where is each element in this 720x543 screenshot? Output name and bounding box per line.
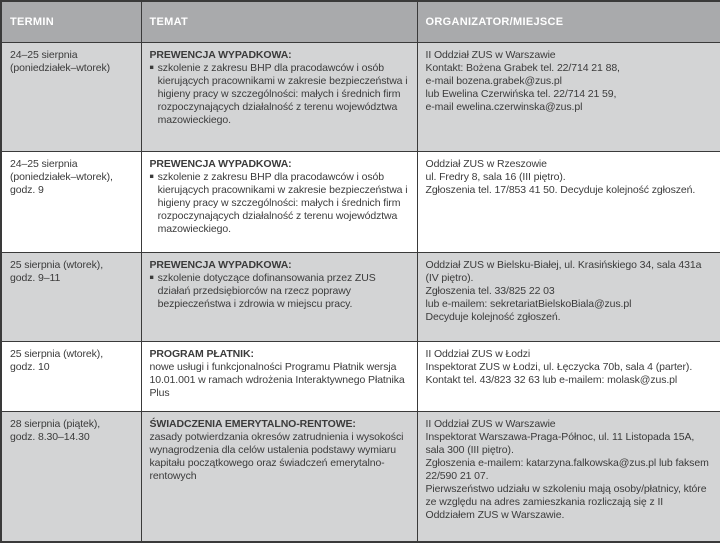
temat-cell [141, 151, 417, 253]
organizator-line: Kontakt tel. 43/823 32 63 lub e-mailem: molask@zus.pl [425, 374, 678, 387]
header-termin: TERMIN [1, 1, 141, 43]
organizator-line: Zgłoszenia e-mailem: katarzyna.falkowska@zus.pl lub faksem 22/590 21 07. [425, 456, 709, 482]
termin-cell [1, 151, 141, 253]
temat-text: szkolenie dotyczące dofinansowania przez ZUS działań przedsiębiorców na rzecz poprawy bezpieczeństwa i zdrowia w miejscu pracy. [157, 272, 376, 311]
bullet-square-icon: ■ [149, 274, 154, 282]
table-header [1, 1, 720, 43]
organizator-line: Zgłoszenia tel. 33/825 22 03 [425, 285, 555, 298]
temat-title: ŚWIADCZENIA EMERYTALNO-RENTOWE: [149, 417, 356, 430]
termin-line: godz. 10 [10, 361, 50, 374]
organizator-line: ul. Fredry 8, sala 16 (III piętro). [425, 170, 566, 183]
bullet-square-icon: ■ [149, 64, 154, 72]
termin-line: (poniedziałek–wtorek) [10, 62, 111, 74]
organizator-line: Oddział ZUS w Rzeszowie [425, 157, 547, 170]
organizator-line: II Oddział ZUS w Łodzi [425, 348, 531, 361]
termin-cell [1, 342, 141, 411]
termin-line: (poniedziałek–wtorek), [10, 170, 113, 183]
organizator-cell [417, 151, 720, 253]
table-row [1, 43, 720, 152]
temat-cell [141, 43, 417, 152]
organizator-line: lub Ewelina Czerwińska tel. 22/714 21 59, [425, 88, 617, 100]
header-temat: TEMAT [141, 1, 417, 43]
organizator-cell [417, 411, 720, 542]
organizator-line: Inspektorat Warszawa-Praga-Północ, ul. 11 Listopada 15A, sala 300 (III piętro). [425, 430, 695, 456]
temat-title: PREWENCJA WYPADKOWA: [149, 157, 292, 170]
organizator-line: Kontakt: Bożena Grabek tel. 22/714 21 88, [425, 62, 620, 74]
organizator-line: Inspektorat ZUS w Łodzi, ul. Łęczycka 70b, sala 4 (parter). [425, 361, 693, 374]
temat-bullet-item [150, 62, 409, 127]
organizator-line: e-mail bozena.grabek@zus.pl [425, 75, 562, 87]
temat-cell [141, 253, 417, 342]
organizator-cell [417, 253, 720, 342]
termin-line: 24–25 sierpnia [10, 49, 78, 61]
organizator-line: lub e-mailem: sekretariatBielskoBiala@zus.pl [425, 298, 632, 311]
organizator-line: Zgłoszenia tel. 17/853 41 50. Decyduje kolejność zgłoszeń. [425, 183, 696, 196]
termin-line: 28 sierpnia (piątek), [10, 417, 101, 430]
organizator-line: Pierwszeństwo udziału w szkoleniu mają osoby/płatnicy, które ze względu na adres zamieszkania rozliczają się z II Oddziałem ZUS w Warszawie. [425, 482, 707, 521]
temat-title: PROGRAM PŁATNIK: [149, 348, 254, 361]
header-organizator: ORGANIZATOR/MIEJSCE [417, 1, 720, 43]
organizator-line: e-mail ewelina.czerwinska@zus.pl [425, 101, 583, 113]
temat-cell [141, 411, 417, 542]
temat-title: PREWENCJA WYPADKOWA: [149, 259, 292, 272]
temat-title: PREWENCJA WYPADKOWA: [149, 49, 292, 61]
termin-cell [1, 411, 141, 542]
header-row [1, 1, 720, 43]
temat-text: szkolenie z zakresu BHP dla pracodawców i osób kierujących pracownikami w zakresie bezpieczeństwa i higieny pracy w szczególności: małych i średnich firm rozpoczynających działalność z terenu województwa mazowieckiego. [157, 62, 408, 126]
temat-cell [141, 342, 417, 411]
temat-text: szkolenie z zakresu BHP dla pracodawców i osób kierujących pracownikami w zakresie bezpieczeństwa i higieny pracy w szczególności: małych i średnich firm rozpoczynających działalność z terenu województwa mazowieckiego. [157, 170, 408, 235]
temat-bullet-item [150, 171, 409, 236]
table-row [1, 253, 720, 342]
termin-line: godz. 8.30–14.30 [10, 430, 90, 443]
organizator-cell [417, 43, 720, 152]
termin-line: 24–25 sierpnia [10, 157, 78, 170]
bullet-square-icon: ■ [149, 173, 154, 181]
termin-line: 25 sierpnia (wtorek), [10, 259, 104, 272]
temat-text: nowe usługi i funkcjonalności Programu Płatnik wersja 10.01.001 w ramach wdrożenia Interaktywnego Płatnika Plus [149, 361, 405, 400]
organizator-line: II Oddział ZUS w Warszawie [425, 49, 556, 61]
organizator-line: Oddział ZUS w Bielsku-Białej, ul. Krasińskiego 34, sala 431a (IV piętro). [425, 259, 702, 285]
table-row [1, 411, 720, 542]
organizator-line: Decyduje kolejność zgłoszeń. [425, 311, 561, 324]
termin-line: godz. 9–11 [10, 272, 61, 285]
termin-cell [1, 253, 141, 342]
termin-line: godz. 9 [10, 183, 44, 196]
table-row [1, 342, 720, 411]
organizator-line: II Oddział ZUS w Warszawie [425, 417, 556, 430]
organizator-cell [417, 342, 720, 411]
temat-bullet-item [150, 272, 409, 311]
table-body [1, 43, 720, 543]
table-row [1, 151, 720, 253]
termin-line: 25 sierpnia (wtorek), [10, 348, 104, 361]
termin-cell [1, 43, 141, 152]
temat-text: zasady potwierdzania okresów zatrudnienia i wysokości wynagrodzenia dla celów ustalenia podstawy wymiaru kapitału początkowego oraz świadczeń emerytalno-rentowych [149, 430, 404, 482]
